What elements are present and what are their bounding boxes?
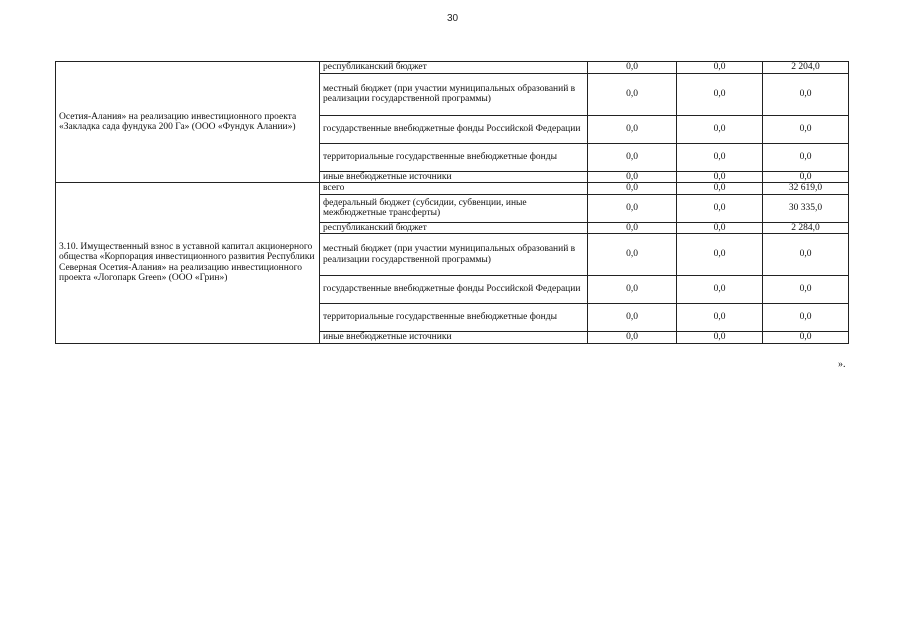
value-cell: 2 204,0 xyxy=(763,62,849,74)
value-cell: 0,0 xyxy=(588,222,677,234)
value-cell: 0,0 xyxy=(763,115,849,143)
value-cell: 0,0 xyxy=(763,143,849,171)
value-cell: 0,0 xyxy=(763,171,849,183)
value-cell: 0,0 xyxy=(588,171,677,183)
value-cell: 0,0 xyxy=(588,234,677,276)
funding-source-cell: всего xyxy=(320,183,588,195)
table-row xyxy=(56,62,849,74)
value-cell: 0,0 xyxy=(677,304,763,332)
value-cell: 0,0 xyxy=(677,183,763,195)
value-cell: 2 284,0 xyxy=(763,222,849,234)
value-cell: 0,0 xyxy=(763,234,849,276)
value-cell: 0,0 xyxy=(588,73,677,115)
value-cell: 0,0 xyxy=(588,183,677,195)
funding-source-cell: государственные внебюджетные фонды Российской Федерации xyxy=(320,276,588,304)
value-cell: 0,0 xyxy=(677,171,763,183)
funding-source-cell: местный бюджет (при участии муниципальных образований в реализации государственной программы) xyxy=(320,234,588,276)
funding-source-cell: республиканский бюджет xyxy=(320,62,588,74)
value-cell: 0,0 xyxy=(677,234,763,276)
funding-source-cell: иные внебюджетные источники xyxy=(320,332,588,344)
funding-source-cell: иные внебюджетные источники xyxy=(320,171,588,183)
value-cell: 0,0 xyxy=(763,332,849,344)
value-cell: 0,0 xyxy=(763,276,849,304)
value-cell: 30 335,0 xyxy=(763,194,849,222)
project-description-cell: 3.10. Имущественный взнос в уставной капитал акционерного общества «Корпорация инвестиционного развития Республики Северная Осетия-Алания» на реализацию инвестиционного проекта «Логопарк Green» (ООО «Грин») xyxy=(56,183,320,344)
value-cell: 0,0 xyxy=(677,62,763,74)
value-cell: 0,0 xyxy=(588,115,677,143)
funding-source-cell: государственные внебюджетные фонды Российской Федерации xyxy=(320,115,588,143)
funding-source-cell: территориальные государственные внебюджетные фонды xyxy=(320,143,588,171)
project-description-cell: Осетия-Алания» на реализацию инвестиционного проекта «Закладка сада фундука 200 Га» (ООО «Фундук Алании») xyxy=(56,62,320,183)
value-cell: 0,0 xyxy=(588,62,677,74)
value-cell: 0,0 xyxy=(677,332,763,344)
value-cell: 0,0 xyxy=(677,115,763,143)
value-cell: 0,0 xyxy=(763,304,849,332)
funding-source-cell: местный бюджет (при участии муниципальных образований в реализации государственной программы) xyxy=(320,73,588,115)
value-cell: 0,0 xyxy=(588,276,677,304)
value-cell: 0,0 xyxy=(763,73,849,115)
funding-source-cell: территориальные государственные внебюджетные фонды xyxy=(320,304,588,332)
closing-quote-mark: ». xyxy=(838,359,846,370)
value-cell: 0,0 xyxy=(677,73,763,115)
value-cell: 0,0 xyxy=(588,194,677,222)
value-cell: 0,0 xyxy=(677,194,763,222)
value-cell: 32 619,0 xyxy=(763,183,849,195)
budget-table xyxy=(55,61,849,344)
table-row xyxy=(56,183,849,195)
funding-source-cell: республиканский бюджет xyxy=(320,222,588,234)
value-cell: 0,0 xyxy=(677,143,763,171)
funding-source-cell: федеральный бюджет (субсидии, субвенции, иные межбюджетные трансферты) xyxy=(320,194,588,222)
value-cell: 0,0 xyxy=(588,304,677,332)
page-number: 30 xyxy=(446,13,459,24)
value-cell: 0,0 xyxy=(588,143,677,171)
value-cell: 0,0 xyxy=(677,222,763,234)
value-cell: 0,0 xyxy=(588,332,677,344)
value-cell: 0,0 xyxy=(677,276,763,304)
